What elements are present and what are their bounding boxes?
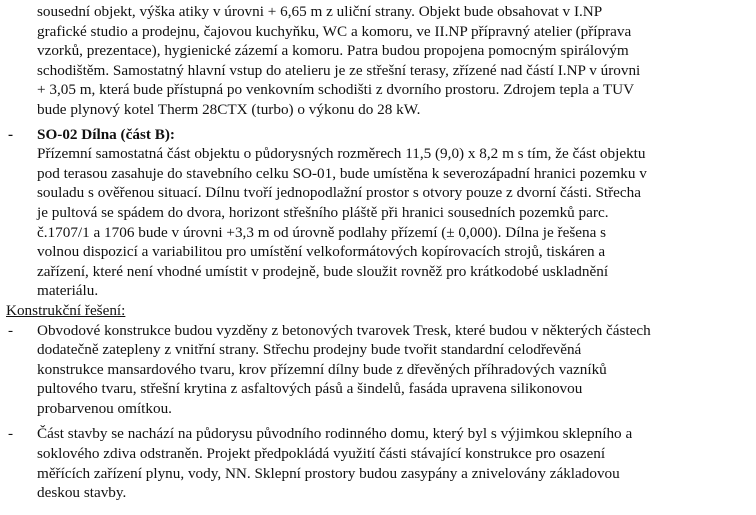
text-line: Část stavby se nachází na půdorysu původního rodinného domu, který byl s výjimkou sklepního a — [37, 425, 633, 443]
text-line: soklového zdiva odstraněn. Projekt předpokládá využití části stávající konstrukce pro osazení — [37, 445, 606, 463]
text-line: + 3,05 m, která bude přístupná po venkovním schodišti z dvorního prostoru. Zdrojem tepla a TUV — [37, 81, 635, 99]
text-line: konstrukce mansardového tvaru, krov přízemní dílny bude z dřevěných příhradových vazníků — [37, 360, 607, 378]
text-line: zařízení, které není vhodné umístit v prodejně, bude sloužit rovněž pro krátkodobé uskladnění — [37, 262, 609, 280]
text-line: Obvodové konstrukce budou vyzděny z betonových tvarovek Tresk, které budou v některých částech — [37, 321, 651, 339]
section-heading-so02: SO-02 Dílna (část B): — [37, 125, 175, 143]
text-line: je pultová se spádem do dvora, horizont střešního pláště při hranici sousedních pozemků parc. — [37, 203, 609, 221]
text-line: grafické studio a prodejnu, čajovou kuchyňku, WC a komoru, ve II.NP přípravný atelier (příprava — [37, 22, 632, 40]
text-line: volnou dispozicí a variabilitou pro umístění velkoformátových kopírovacích strojů, tiskáren a — [37, 243, 606, 261]
section-so02 — [6, 125, 730, 301]
text-line: deskou stavby. — [37, 484, 127, 502]
paragraph-so01-continuation — [37, 2, 730, 120]
text-line: č.1707/1 a 1706 bude v úrovni +3,3 m od úrovně podlahy přízemí (± 0,000). Dílna je řešena s — [37, 223, 607, 241]
text-line: probarvenou omítkou. — [37, 399, 172, 417]
text-line: bude plynový kotel Therm 28CTX (turbo) o výkonu do 28 kW. — [37, 100, 421, 118]
text-line: pultového tvaru, střešní krytina z asfaltových pásů a šindelů, fasáda upravena silikonovou — [37, 380, 583, 398]
text-line: měřících zařízení plynu, vody, NN. Sklepní prostory budou zasypány a znivelovány základovou — [37, 464, 620, 482]
list-bullet: - — [8, 425, 14, 443]
text-line: dodatečně zatepleny z vnitřní strany. Střechu prodejny bude tvořit standardní celodřevěná — [37, 341, 582, 359]
section-heading-konstrukce: Konstrukční řešení: — [6, 301, 126, 319]
list-bullet: - — [8, 321, 14, 339]
text-line: souladu s ověřenou situací. Dílnu tvoří jednopodlažní prostor s otvory pouze z dvorní části. Střecha — [37, 184, 641, 202]
text-line: Přízemní samostatná část objektu o půdorysných rozměrech 11,5 (9,0) x 8,2 m s tím, že část objektu — [37, 145, 646, 163]
list-bullet: - — [8, 125, 14, 143]
text-line: vzorků, prezentace), hygienické zázemí a komoru. Patra budou propojena pomocným spirálovým — [37, 42, 629, 60]
text-line: materiálu. — [37, 282, 99, 300]
text-line: schodištěm. Samostatný hlavní vstup do atelieru je ze střešní terasy, zřízené nad částí I.NP v úrovni — [37, 61, 641, 79]
konstrukce-item-1 — [6, 321, 730, 419]
konstrukce-item-2 — [6, 424, 730, 502]
text-line: sousední objekt, výška atiky v úrovni + 6,65 m z uliční strany. Objekt bude obsahovat v I.NP — [37, 3, 603, 20]
text-line: pod terasou zasahuje do stavebního celku SO-01, bude umístěna k severozápadní hranici pozemku v — [37, 164, 647, 182]
